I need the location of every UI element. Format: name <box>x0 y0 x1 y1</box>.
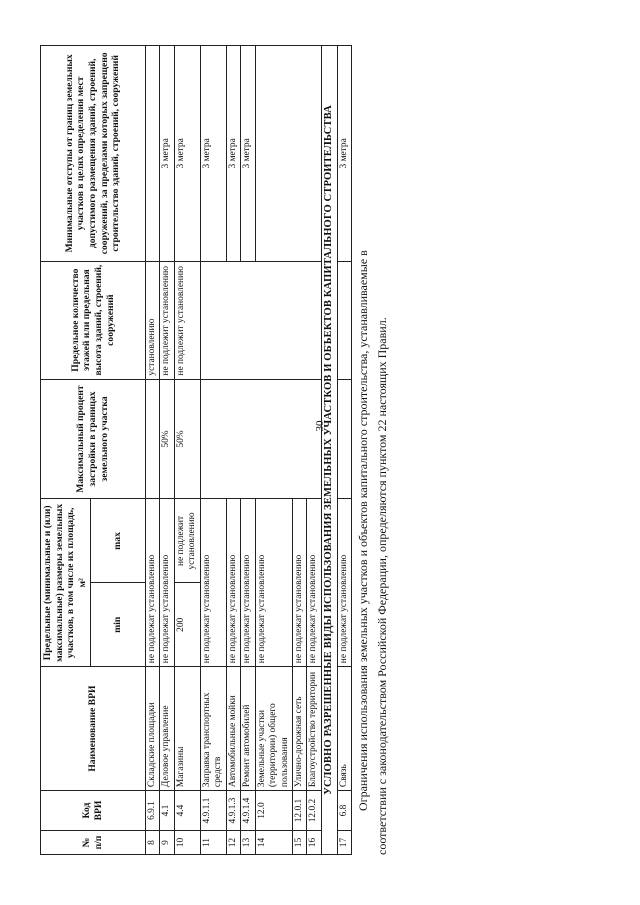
cell-name: Магазины <box>174 667 200 791</box>
header-name: Наименование ВРИ <box>41 667 146 791</box>
footer-line-2: соответствии с законодательством Российской Федерации, определяются пунктом 22 настоящих Правил. <box>374 317 389 855</box>
cell-code: 4.9.1.3 <box>226 791 240 831</box>
cell-floors: не подлежит установлению <box>174 261 200 379</box>
cell-num: 9 <box>160 831 174 855</box>
cell-code: 12.0.1 <box>292 791 306 831</box>
header-percent: Максимальный процент застройки в границах земельного участка <box>41 379 146 499</box>
cell-percent <box>337 379 351 499</box>
table-row <box>160 46 174 855</box>
cell-size: не подлежат установлению <box>226 499 240 667</box>
cell-percent: 50% <box>174 379 200 499</box>
header-max: max <box>90 499 145 583</box>
cell-code: 6.8 <box>337 791 351 831</box>
cell-name: Заправка транспортных средств <box>200 667 226 791</box>
cell-setback: 3 метра <box>241 46 255 262</box>
table-header-row <box>41 46 91 855</box>
section-row <box>321 46 337 855</box>
cell-floors <box>337 261 351 379</box>
cell-min: 200 <box>174 583 200 667</box>
cell-setback: 3 метра <box>200 46 226 262</box>
cell-num: 10 <box>174 831 200 855</box>
cell-size: не подлежат установлению <box>241 499 255 667</box>
cell-name: Благоустройство территории <box>307 667 321 791</box>
cell-code: 4.1 <box>160 791 174 831</box>
cell-floors: не подлежит установлению <box>160 261 174 379</box>
header-num: № п/п <box>41 831 146 855</box>
cell-name: Связь <box>337 667 351 791</box>
cell-num: 12 <box>226 831 240 855</box>
cell-num: 13 <box>241 831 255 855</box>
cell-name: Ремонт автомобилей <box>241 667 255 791</box>
cell-num: 11 <box>200 831 226 855</box>
cell-size: не подлежат установлению <box>292 499 306 667</box>
table-row <box>145 46 159 855</box>
cell-code: 12.0 <box>255 791 292 831</box>
rotated-page-content <box>40 45 600 855</box>
table-row <box>337 46 351 855</box>
cell-setback: 3 метра <box>174 46 200 262</box>
cell-floors-empty <box>200 261 321 379</box>
cell-setback: 3 метра <box>337 46 351 262</box>
footer-note <box>354 45 391 855</box>
footer-line-1: Ограничения использования земельных участков и объектов капитального строительства, устанавливаемые в <box>356 250 370 811</box>
cell-percent: 50% <box>160 379 174 499</box>
cell-size: не подлежат установлению <box>255 499 292 667</box>
header-min: min <box>90 583 145 667</box>
cell-size: не подлежат установлению <box>200 499 226 667</box>
cell-name: Деловое управление <box>160 667 174 791</box>
table-row <box>174 46 200 855</box>
header-code: Код ВРИ <box>41 791 146 831</box>
cell-size: не подлежат установлению <box>307 499 321 667</box>
cell-name: Улично-дорожная сеть <box>292 667 306 791</box>
cell-name: Автомобильные мойки <box>226 667 240 791</box>
cell-name: Складские площадки <box>145 667 159 791</box>
cell-num: 14 <box>255 831 292 855</box>
section-title: УСЛОВНО РАЗРЕШЕННЫЕ ВИДЫ ИСПОЛЬЗОВАНИЯ ЗЕМЕЛЬНЫХ УЧАСТКОВ И ОБЪЕКТОВ КАПИТАЛЬНОГО СТРОИТЕЛЬСТВА <box>321 46 337 855</box>
cell-floors: установлению <box>145 261 159 379</box>
cell-code: 4.9.1.4 <box>241 791 255 831</box>
cell-num: 8 <box>145 831 159 855</box>
header-setback: Минимальные отступы от границ земельных участков в целях определения мест допустимого размещения зданий, строений, сооружений, за пределами которых запрещено строительство зданий, строений, сооружений <box>41 46 146 262</box>
cell-num: 16 <box>307 831 321 855</box>
cell-max: не подлежит установлению <box>174 499 200 583</box>
cell-num: 17 <box>337 831 351 855</box>
header-size: Предельные (минимальные и (или) максимальные) размеры земельных участков, в том числе их площадь, м² <box>41 499 91 667</box>
cell-setback <box>145 46 159 262</box>
cell-size: не подлежат установлению <box>160 499 174 667</box>
cell-code: 6.9.1 <box>145 791 159 831</box>
cell-size: не подлежат установлению <box>337 499 351 667</box>
cell-code: 12.0.2 <box>307 791 321 831</box>
cell-setback-empty <box>255 46 321 262</box>
cell-percent <box>145 379 159 499</box>
cell-percent-empty <box>200 379 321 499</box>
vri-table <box>40 45 352 855</box>
table-row <box>200 46 226 855</box>
page-number: 30 <box>314 420 326 432</box>
cell-code: 4.4 <box>174 791 200 831</box>
cell-name: Земельные участки (территории) общего пользования <box>255 667 292 791</box>
cell-num: 15 <box>292 831 306 855</box>
cell-size: не подлежат установлению <box>145 499 159 667</box>
cell-setback: 3 метра <box>160 46 174 262</box>
cell-setback: 3 метра <box>226 46 240 262</box>
cell-code: 4.9.1.1 <box>200 791 226 831</box>
header-floors: Предельное количество этажей или предельная высота зданий, строений, сооружений <box>41 261 146 379</box>
